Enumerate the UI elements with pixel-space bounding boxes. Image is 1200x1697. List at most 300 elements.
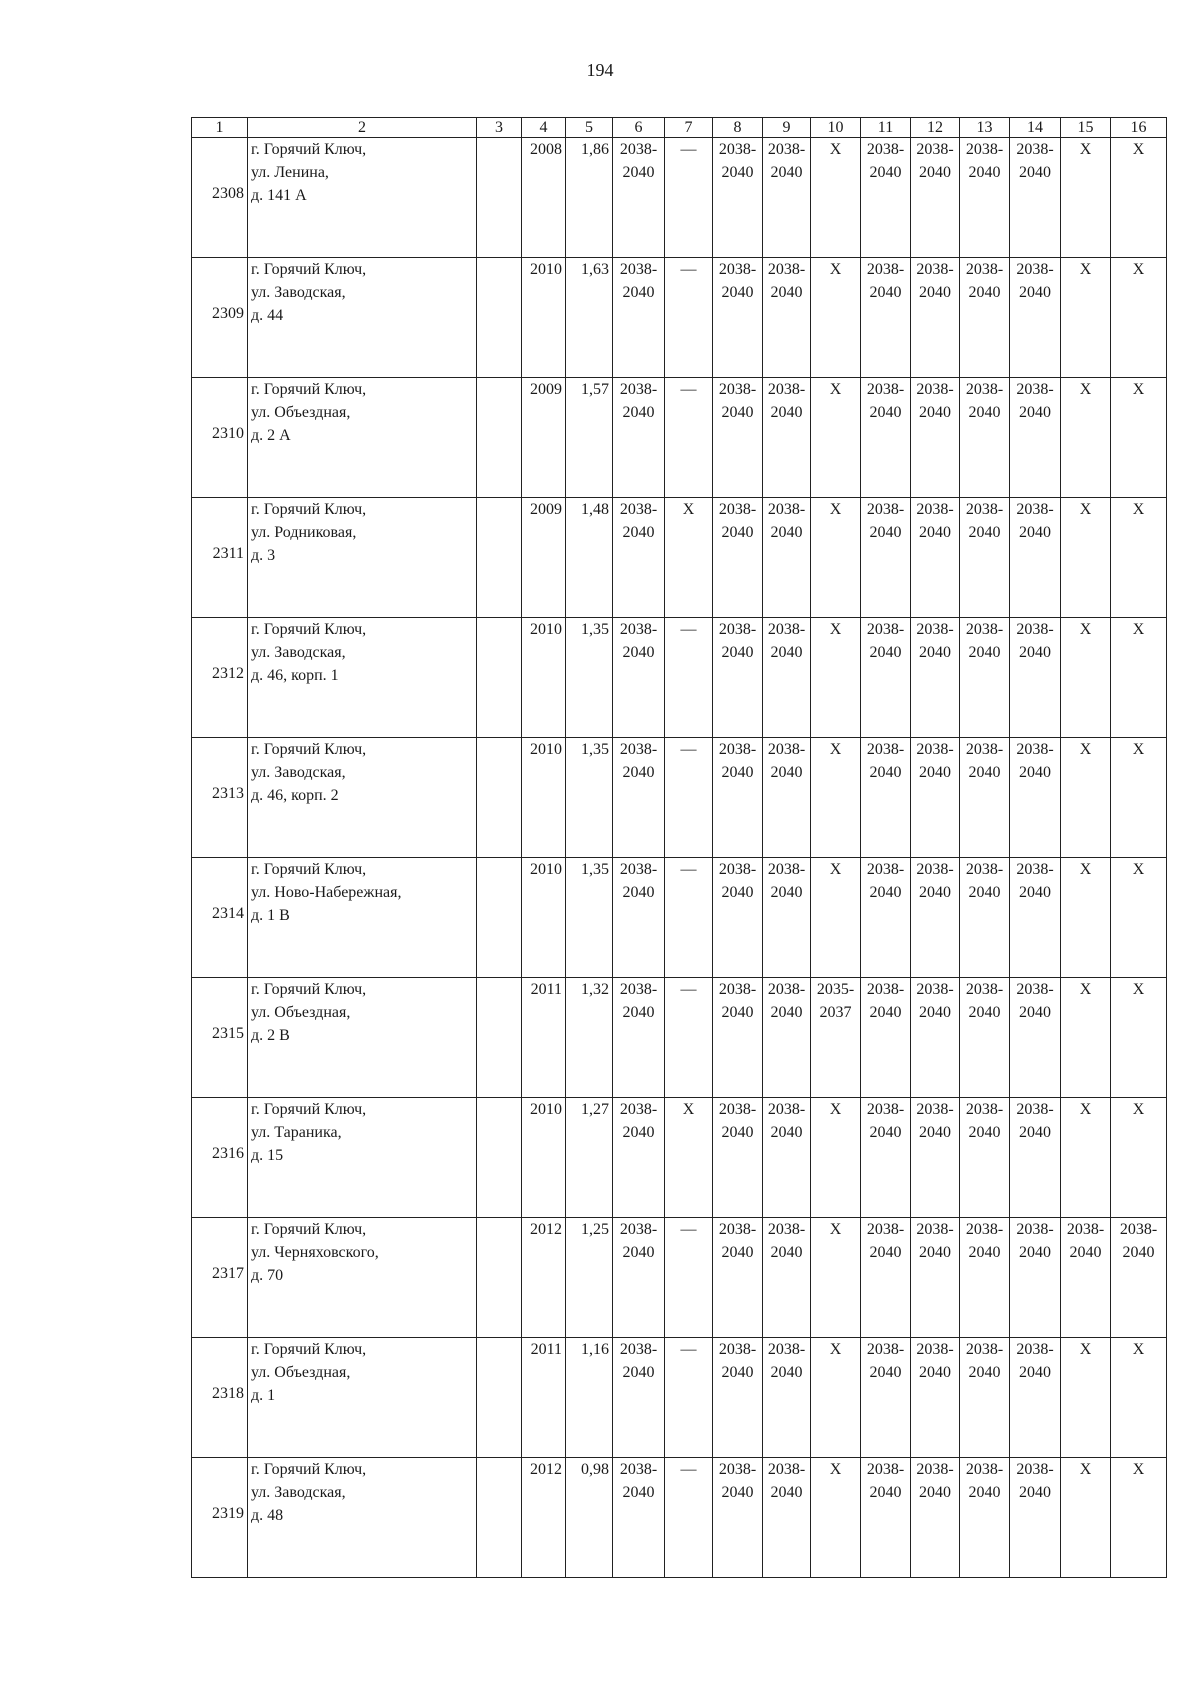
cell-record-number [192,498,248,618]
period-line: 2038- [916,141,954,158]
period-line: 2040 [622,1364,655,1381]
period-line: 2038- [866,621,905,638]
period-line: 2038- [965,261,1004,278]
period-line: 2040 [1019,764,1051,781]
cell-col-9 [763,618,811,738]
period-line: 2038- [619,381,658,398]
period-line: 2038- [718,1341,757,1358]
col-header-12: 12 [911,118,960,138]
period-line: X [829,261,842,278]
period-line: 2038- [1016,261,1054,278]
cell-col-9 [763,1458,811,1578]
col-header-2: 2 [248,118,477,138]
table-row [192,1458,1167,1578]
cell-col-7: — [665,138,713,258]
period-line: X [1079,381,1092,398]
table-row [192,1218,1167,1338]
period-line: X [829,1221,842,1238]
period-line: 2040 [721,764,754,781]
period-line: 2040 [869,1244,902,1261]
period-line: 2038- [866,1221,905,1238]
period-line: 2038- [619,1341,658,1358]
period-line: 2040 [919,164,951,181]
col-header-14: 14 [1010,118,1061,138]
cell-col-13 [960,618,1010,738]
period-line: 2038- [916,1221,954,1238]
period-line: 2038- [767,381,806,398]
table-row [192,258,1167,378]
period-line: 2038- [965,381,1004,398]
period-line: 2038- [619,501,658,518]
cell-col-11 [861,618,911,738]
period-line: X [1132,861,1145,878]
period-line: 2040 [1019,1124,1051,1141]
address-line: д. 141 А [251,187,307,204]
cell-address [248,738,477,858]
cell-col-16 [1111,1098,1167,1218]
period-line: 2040 [919,524,951,541]
cell-value: 1,32 [566,978,613,1098]
address-line: д. 2 А [251,427,291,444]
period-line: 2038- [767,1101,806,1118]
period-line: 2040 [721,1004,754,1021]
cell-col-13 [960,738,1010,858]
period-line: 2040 [770,1484,803,1501]
cell-col-3 [477,1218,522,1338]
cell-col-7: — [665,378,713,498]
period-line: 2040 [770,524,803,541]
period-line: 2040 [869,1364,902,1381]
period-line: 2040 [869,284,902,301]
cell-year: 2012 [522,1458,566,1578]
address-line: г. Горячий Ключ, [251,861,367,878]
cell-col-11 [861,138,911,258]
cell-col-13 [960,498,1010,618]
address-line: ул. Заводская, [251,764,346,781]
cell-col-12 [911,138,960,258]
cell-col-15 [1061,978,1111,1098]
cell-col-7: X [665,1098,713,1218]
period-line: 2040 [770,644,803,661]
cell-col-16 [1111,378,1167,498]
period-line: 2038- [866,1101,905,1118]
period-line: 2038- [619,861,658,878]
cell-value: 0,98 [566,1458,613,1578]
cell-record-number [192,738,248,858]
cell-value: 1,35 [566,738,613,858]
cell-col-7: — [665,618,713,738]
period-line: 2038- [767,741,806,758]
col-header-9: 9 [763,118,811,138]
cell-col-10 [811,978,861,1098]
period-line: 2038- [965,141,1004,158]
cell-col-6 [613,1338,665,1458]
table-row [192,978,1167,1098]
cell-year: 2010 [522,258,566,378]
cell-year: 2011 [522,978,566,1098]
period-line: 2040 [622,1124,655,1141]
cell-record-number [192,378,248,498]
period-line: 2038- [767,1461,806,1478]
period-line: 2038- [965,1221,1004,1238]
period-line: 2040 [919,1244,951,1261]
period-line: 2040 [770,1364,803,1381]
cell-col-7: — [665,1218,713,1338]
period-line: X [1079,981,1092,998]
cell-year: 2008 [522,138,566,258]
period-line: 2038- [619,261,658,278]
period-line: 2040 [622,764,655,781]
record-number: 2315 [212,1025,244,1042]
col-header-5: 5 [566,118,613,138]
period-line: 2038- [718,1461,757,1478]
cell-col-10 [811,138,861,258]
period-line: 2038- [718,1101,757,1118]
address-line: г. Горячий Ключ, [251,501,367,518]
period-line: 2038- [767,981,806,998]
address-line: г. Горячий Ключ, [251,381,367,398]
cell-col-6 [613,498,665,618]
period-line: 2040 [968,524,1001,541]
cell-col-6 [613,138,665,258]
cell-col-11 [861,1338,911,1458]
cell-col-13 [960,378,1010,498]
cell-col-7: X [665,498,713,618]
period-line: 2040 [622,1484,655,1501]
period-line: X [1132,1101,1145,1118]
period-line: 2040 [1019,1004,1051,1021]
cell-col-3 [477,858,522,978]
cell-col-16 [1111,138,1167,258]
period-line: 2040 [968,1244,1001,1261]
period-line: 2040 [919,884,951,901]
cell-col-9 [763,978,811,1098]
period-line: 2038- [916,381,954,398]
cell-col-8 [713,978,763,1098]
period-line: 2038- [965,861,1004,878]
record-number: 2311 [212,545,244,562]
period-line: 2040 [968,284,1001,301]
cell-col-16 [1111,978,1167,1098]
address-line: ул. Объездная, [251,1364,351,1381]
cell-col-10 [811,618,861,738]
col-header-6: 6 [613,118,665,138]
period-line: X [829,141,842,158]
cell-value: 1,35 [566,618,613,738]
period-line: 2040 [721,1244,754,1261]
col-header-13: 13 [960,118,1010,138]
table-row [192,1338,1167,1458]
cell-col-13 [960,1098,1010,1218]
cell-year: 2010 [522,738,566,858]
period-line: 2040 [1019,164,1051,181]
address-line: ул. Заводская, [251,1484,346,1501]
period-line: X [1132,141,1145,158]
cell-col-7: — [665,738,713,858]
cell-col-10 [811,858,861,978]
cell-col-8 [713,618,763,738]
address-line: г. Горячий Ключ, [251,1461,367,1478]
cell-col-10 [811,1338,861,1458]
period-line: 2038- [619,1461,658,1478]
cell-year: 2009 [522,378,566,498]
period-line: 2038- [965,981,1004,998]
cell-col-7: — [665,1458,713,1578]
period-line: 2040 [919,284,951,301]
address-line: д. 46, корп. 1 [251,667,339,684]
period-line: 2040 [1019,884,1051,901]
period-line: 2038- [767,501,806,518]
period-line: 2038- [1066,1221,1105,1238]
cell-col-14 [1010,1098,1061,1218]
address-line: г. Горячий Ключ, [251,141,367,158]
cell-col-15 [1061,1098,1111,1218]
cell-col-14 [1010,1218,1061,1338]
period-line: 2038- [866,1461,905,1478]
period-line: X [1132,1461,1145,1478]
cell-col-11 [861,1458,911,1578]
address-line: ул. Тараника, [251,1124,342,1141]
period-line: 2038- [718,861,757,878]
cell-col-9 [763,738,811,858]
cell-record-number [192,138,248,258]
period-line: X [1079,1101,1092,1118]
cell-col-8 [713,138,763,258]
period-line: 2040 [1019,404,1051,421]
cell-col-16 [1111,1218,1167,1338]
cell-col-11 [861,378,911,498]
address-line: д. 15 [251,1147,284,1164]
cell-col-12 [911,258,960,378]
period-line: 2038- [767,1221,806,1238]
cell-value: 1,86 [566,138,613,258]
period-line: 2038- [767,621,806,638]
period-line: 2038- [916,261,954,278]
cell-value: 1,25 [566,1218,613,1338]
period-line: 2040 [919,764,951,781]
period-line: 2038- [866,141,905,158]
period-line: 2040 [1122,1244,1155,1261]
period-line: 2040 [968,764,1001,781]
period-line: 2038- [866,861,905,878]
cell-col-7: — [665,978,713,1098]
col-header-7: 7 [665,118,713,138]
period-line: 2040 [622,1004,655,1021]
period-line: 2040 [1019,1364,1051,1381]
period-line: 2038- [965,501,1004,518]
record-number: 2309 [212,305,244,322]
cell-year: 2011 [522,1338,566,1458]
cell-col-8 [713,738,763,858]
period-line: 2037 [819,1004,852,1021]
period-line: 2040 [1019,644,1051,661]
col-header-3: 3 [477,118,522,138]
cell-col-8 [713,498,763,618]
cell-col-12 [911,618,960,738]
col-header-15: 15 [1061,118,1111,138]
cell-col-12 [911,738,960,858]
period-line: 2040 [869,164,902,181]
period-line: 2040 [869,524,902,541]
cell-col-11 [861,258,911,378]
col-header-10: 10 [811,118,861,138]
period-line: 2038- [916,981,954,998]
period-line: 2040 [919,1484,951,1501]
period-line: X [1132,501,1145,518]
cell-col-8 [713,858,763,978]
period-line: 2038- [767,261,806,278]
cell-col-9 [763,258,811,378]
cell-col-16 [1111,858,1167,978]
table-row [192,618,1167,738]
period-line: 2040 [622,524,655,541]
period-line: 2038- [1016,741,1054,758]
cell-col-13 [960,258,1010,378]
period-line: 2040 [721,524,754,541]
record-number: 2318 [212,1385,244,1402]
cell-record-number [192,978,248,1098]
period-line: X [1079,1461,1092,1478]
period-line: 2038- [619,621,658,638]
record-number: 2310 [212,425,244,442]
period-line: 2040 [721,1484,754,1501]
cell-col-12 [911,978,960,1098]
cell-col-10 [811,1458,861,1578]
period-line: 2038- [619,1101,658,1118]
address-line: ул. Объездная, [251,1004,351,1021]
cell-col-3 [477,1458,522,1578]
col-header-16: 16 [1111,118,1167,138]
period-line: 2038- [1016,381,1054,398]
period-line: 2040 [721,1364,754,1381]
cell-col-8 [713,1458,763,1578]
address-line: д. 48 [251,1507,284,1524]
cell-record-number [192,1458,248,1578]
cell-year: 2010 [522,858,566,978]
cell-value: 1,48 [566,498,613,618]
period-line: 2038- [965,1101,1004,1118]
cell-col-13 [960,858,1010,978]
cell-col-16 [1111,618,1167,738]
period-line: 2040 [1019,1244,1051,1261]
period-line: 2040 [721,404,754,421]
cell-col-14 [1010,378,1061,498]
address-line: д. 2 В [251,1027,290,1044]
cell-value: 1,35 [566,858,613,978]
cell-col-16 [1111,258,1167,378]
address-line: г. Горячий Ключ, [251,1221,367,1238]
cell-col-13 [960,978,1010,1098]
cell-col-6 [613,978,665,1098]
period-line: 2038- [767,1341,806,1358]
cell-col-16 [1111,498,1167,618]
cell-col-12 [911,858,960,978]
address-line: д. 3 [251,547,276,564]
cell-col-3 [477,978,522,1098]
period-line: X [1079,621,1092,638]
cell-col-3 [477,738,522,858]
address-line: ул. Заводская, [251,644,346,661]
period-line: 2040 [869,1124,902,1141]
period-line: 2040 [869,1004,902,1021]
period-line: 2040 [770,1124,803,1141]
cell-col-11 [861,738,911,858]
period-line: 2040 [721,164,754,181]
period-line: 2038- [916,1101,954,1118]
period-line: X [829,501,842,518]
period-line: 2038- [1016,1461,1054,1478]
period-line: 2040 [622,164,655,181]
period-line: 2040 [721,284,754,301]
cell-col-13 [960,1338,1010,1458]
period-line: 2038- [916,501,954,518]
period-line: 2040 [869,1484,902,1501]
cell-address [248,378,477,498]
cell-col-16 [1111,1338,1167,1458]
cell-col-6 [613,618,665,738]
col-header-11: 11 [861,118,911,138]
cell-col-11 [861,1218,911,1338]
period-line: X [1079,1341,1092,1358]
period-line: 2038- [916,621,954,638]
address-line: ул. Родниковая, [251,524,357,541]
record-number: 2312 [212,665,244,682]
period-line: 2040 [622,1244,655,1261]
period-line: 2038- [718,621,757,638]
cell-col-15 [1061,498,1111,618]
cell-col-6 [613,1098,665,1218]
period-line: 2038- [718,141,757,158]
cell-record-number [192,1218,248,1338]
period-line: 2040 [622,884,655,901]
cell-col-3 [477,138,522,258]
cell-value: 1,16 [566,1338,613,1458]
cell-col-3 [477,1098,522,1218]
cell-col-3 [477,498,522,618]
record-number: 2316 [212,1145,244,1162]
period-line: 2040 [770,1244,803,1261]
cell-record-number [192,618,248,738]
period-line: 2038- [916,741,954,758]
cell-col-15 [1061,1338,1111,1458]
period-line: 2040 [968,884,1001,901]
period-line: 2040 [968,404,1001,421]
cell-col-15 [1061,378,1111,498]
header-row [192,118,1167,138]
cell-col-13 [960,138,1010,258]
table-row [192,498,1167,618]
period-line: X [1079,501,1092,518]
period-line: 2040 [968,1484,1001,1501]
address-line: д. 1 [251,1387,276,1404]
record-number: 2314 [212,905,244,922]
cell-year: 2010 [522,1098,566,1218]
address-line: г. Горячий Ключ, [251,1341,367,1358]
period-line: 2038- [718,741,757,758]
cell-col-14 [1010,258,1061,378]
period-line: 2040 [721,884,754,901]
cell-col-12 [911,498,960,618]
cell-col-3 [477,258,522,378]
cell-col-10 [811,1098,861,1218]
cell-col-9 [763,498,811,618]
cell-col-3 [477,378,522,498]
period-line: 2040 [1069,1244,1102,1261]
period-line: 2040 [622,404,655,421]
cell-col-14 [1010,858,1061,978]
cell-address [248,1098,477,1218]
cell-col-10 [811,498,861,618]
